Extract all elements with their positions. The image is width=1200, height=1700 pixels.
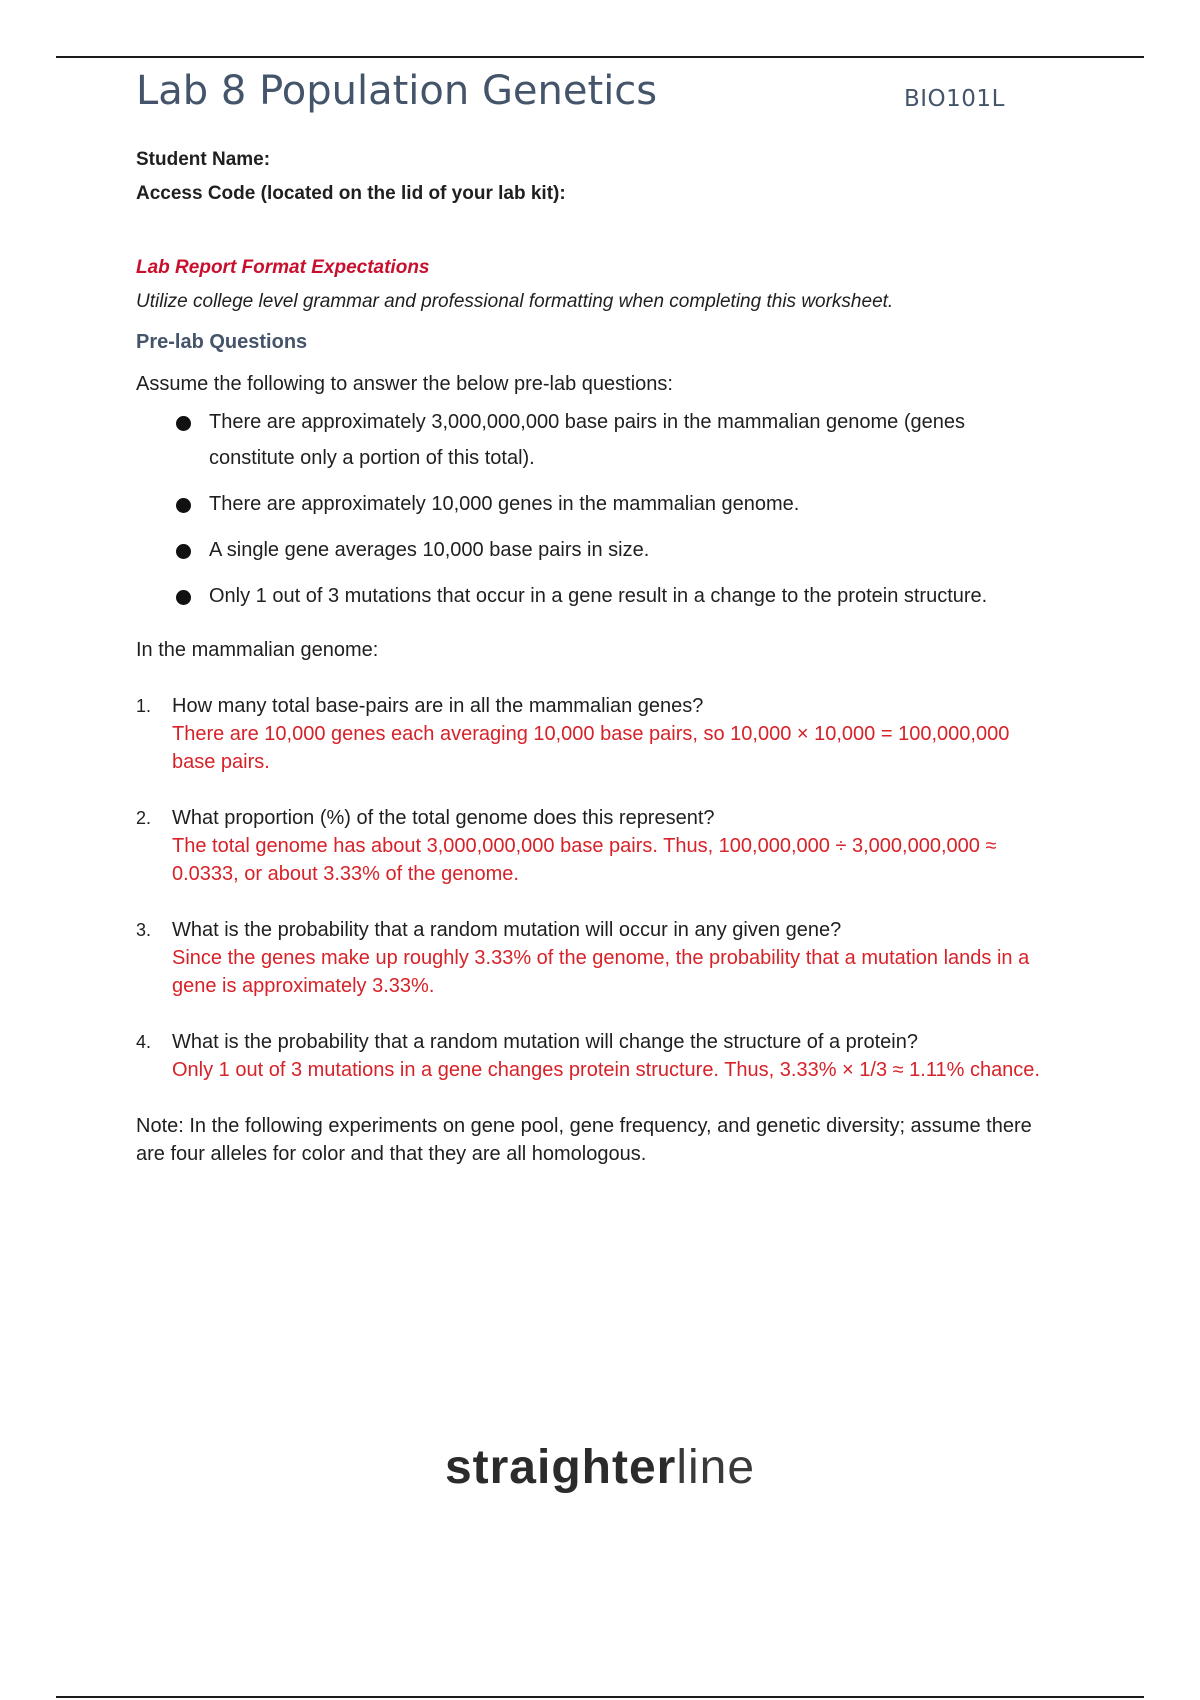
questions-context: In the mammalian genome: [136, 639, 379, 661]
question-item [136, 916, 1056, 1000]
prelab-heading: Pre-lab Questions [136, 331, 308, 353]
logo-bold-text: straighter [444, 1441, 677, 1494]
worksheet-body [136, 146, 1056, 1168]
question-number: 2. [136, 808, 152, 828]
list-item [136, 404, 1056, 476]
question-list [136, 692, 1056, 1084]
note-text: Note: In the following experiments on gene pool, gene frequency, and genetic diversity; assume there are four alleles for color and that they are all homologous. [136, 1115, 1032, 1165]
question-number: 1. [136, 696, 152, 716]
bullet-text: There are approximately 3,000,000,000 base pairs in the mammalian genome (genes constitute only a portion of this total). [209, 411, 965, 469]
question-number: 4. [136, 1032, 152, 1052]
course-code: BIO101L [904, 86, 1005, 112]
question-item [136, 692, 1056, 776]
logo-light-text: line [676, 1441, 756, 1494]
question-number: 3. [136, 920, 152, 940]
question-text: What is the probability that a random mutation will change the structure of a protein? [172, 1031, 918, 1053]
page-title: Lab 8 Population Genetics [136, 68, 658, 114]
bullet-text: There are approximately 10,000 genes in the mammalian genome. [209, 493, 800, 515]
question-text: How many total base-pairs are in all the mammalian genes? [172, 695, 704, 717]
assumption-list [136, 404, 1056, 614]
list-item [136, 486, 1056, 522]
expectations-text: Utilize college level grammar and professional formatting when completing this worksheet. [136, 291, 894, 312]
top-rule [56, 56, 1144, 58]
answer-text: The total genome has about 3,000,000,000 base pairs. Thus, 100,000,000 ÷ 3,000,000,000 ≈ 0.0333, or about 3.33% of the genome. [172, 835, 997, 885]
bullet-icon [176, 416, 191, 431]
student-name-label: Student Name: [136, 149, 271, 170]
bullet-text: Only 1 out of 3 mutations that occur in a gene result in a change to the protein structure. [209, 585, 988, 607]
access-code-label: Access Code (located on the lid of your lab kit): [136, 183, 566, 204]
bullet-icon [176, 544, 191, 559]
straighterline-logo [0, 1440, 1200, 1495]
answer-text: Only 1 out of 3 mutations in a gene changes protein structure. Thus, 3.33% × 1/3 ≈ 1.11% chance. [172, 1059, 1040, 1081]
prelab-intro: Assume the following to answer the below pre-lab questions: [136, 373, 673, 395]
answer-text: Since the genes make up roughly 3.33% of the genome, the probability that a mutation lands in a gene is approximately 3.33%. [172, 947, 1030, 997]
question-item [136, 804, 1056, 888]
bottom-rule [56, 1696, 1144, 1698]
question-text: What proportion (%) of the total genome does this represent? [172, 807, 715, 829]
bullet-icon [176, 498, 191, 513]
list-item [136, 578, 1056, 614]
expectations-heading: Lab Report Format Expectations [136, 257, 430, 278]
bullet-text: A single gene averages 10,000 base pairs in size. [209, 539, 650, 561]
list-item [136, 532, 1056, 568]
bullet-icon [176, 590, 191, 605]
question-item [136, 1028, 1056, 1084]
question-text: What is the probability that a random mutation will occur in any given gene? [172, 919, 842, 941]
answer-text: There are 10,000 genes each averaging 10,000 base pairs, so 10,000 × 10,000 = 100,000,000 base pairs. [172, 723, 1010, 773]
